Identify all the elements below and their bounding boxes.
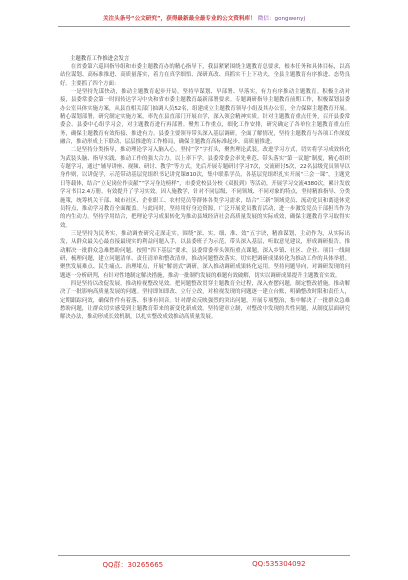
footer-qq: QQ:535304092 bbox=[252, 560, 306, 568]
header-divider bbox=[58, 26, 350, 27]
document-body bbox=[60, 63, 350, 322]
document-title: 主题教育工作推进会发言 bbox=[70, 56, 130, 62]
paragraph-four: 四是坚持以改促发展，推动检视整改见效。把问题整改贯穿主题教育全过程，深入查摆问题，制定整改措施，推动解决了一批影响高质量发展的问题。坚持即知即改、立行立改，对检视发现的问题逐一建立台账，明确整改时限和责任人，定期跟踪问效，确保件件有着落、事事有回音。针对群众反映强烈的突出问题，开展专项整治，集中解决了一批群众急难愁盼问题，让群众切实感受到主题教育带来的新变化新成效。坚持建章立制，对整改中发现的共性问题，从制度层面研究解决办法，推动形成长效机制，以扎实整改成效推动高质量发展。 bbox=[60, 280, 350, 321]
paragraph-two: 二是坚持分类指导，推动理论学习入脑入心。坚持“学”字打头，聚焦理论武装，改进学习方式，切实将学习成效转化为武装头脑、指导实践、推动工作的强大合力。以上率下学，县委常委会率先垂范、带头落实“第一议题”制度，精心组织专题学习，通过“辅导讲座、视频、研讨、教学”等方式，先后开展专题研讨学习7次，交流研讨5次，22名县级党员领导以身作则，以讲促学，示范带动基层党组织书记讲党课810次，集中联系学员，各基层党组织扎实开展“三会一课”，主题党日等载体，结合“立足岗位作贡献”“学习身边榜样”，市委党校县分校《双报到》等活动，开展学习交流4380次，累计发放学习书目2.4万册，有效提升了学习实效。因人施教学，针对不同层级、不同领域、不同对象的特点，坚持精准指导、分类施策，统筹机关干部、城市社区、企业职工、农村党员等群体各类学习需求，结合“三新”领域党员、流动党员和离退休党员特点，推动学习教育全面覆盖。与此同时，坚持用好身边资源，广泛开展党员教育活动，进一步激发党员干部担当作为的内生动力。坚持学用结合，把理论学习成果转化为推动县域经济社会高质量发展的实际成效，确保主题教育学习取得实效。 bbox=[60, 147, 350, 229]
banner-wechat-id: 微信：gongwenyj bbox=[257, 16, 306, 22]
header-banner bbox=[58, 11, 350, 25]
footer-divider bbox=[58, 555, 350, 556]
paragraph-one: 一是坚持先谋快动，推动主题教育起步开局。坚持早谋划、早部署、早落实，有力有序推动主题教育。积极主动对接，县委常委会第一时间传达学习中央和省市委主题教育最新部署要求。专题调研指导主题教育前期工作，积极谋划县委办公室具体实施方案，从县直相关部门抽调人员52名，组建成立主题教育领导小组及其办公室，全力保障主题教育开展。精心谋划部署，研究制定实施方案，率先在县直部门开展自学，深入领会精神实质。针对主题教育重点任务，召开县委常委会、县委中心组学习会，对主题教育进行再部署。聚焦工作重点，细化工作安排，研究确定了各单位主题教育重点任务，确保主题教育有效衔接、推进有力。县委主要领导带头深入基层调研，全面了解情况，坚持主题教育与各项工作深度融合，推动形成上下联动、层层推进的工作格局，确保主题教育高标准起步、高质量推进。 bbox=[60, 89, 350, 146]
paragraph-intro: 在省委第六巡回指导组和市委主题教育办的精心指导下，我县紧紧围绕主题教育总要求，根本任务和具体目标，以高站位谋划、高标准推进、高质量落实，着力在真学细悟、深研真改、真抓实干上下功夫，全县主题教育有序推进、态势良好。主要抓了四个方面： bbox=[60, 64, 350, 87]
footer-qq-group: QQ群：30265665 bbox=[102, 561, 164, 569]
banner-promo-text[interactable]: 关注头条号“公文研究”，获得最新最全最专业的公文资料库！ bbox=[102, 16, 256, 22]
paragraph-three: 三是坚持为民务实，推动调查研究走深走实。围绕“深、实、细、准、效”五字诀，精准谋划，主动作为，从实际出发，从群众最关心最直接最现实的利益问题入手，以县委班子为示范，带头深入基层，听取意见建议，形成调研报告，推动解决一批群众急难愁盼问题。按照“四下基层”要求，县委常委牵头领衔重点课题，深入乡镇、社区、企业、项目一线调研，梳理问题，建立问题清单、责任清单和整改清单，推动问题整改落实，切实把调研成果转化为推动工作的具体举措。聚焦发展难点、民生痛点、治理堵点，开展“解剖式”调研，深入推动调研成果转化运用。坚持问题导向，对调研发现的问题逐一分析研判，有针对性地制定解决措施，推动一批制约发展的难题有效破解，切实以调研成果提升主题教育实效。 bbox=[60, 230, 350, 279]
footer bbox=[58, 560, 350, 570]
